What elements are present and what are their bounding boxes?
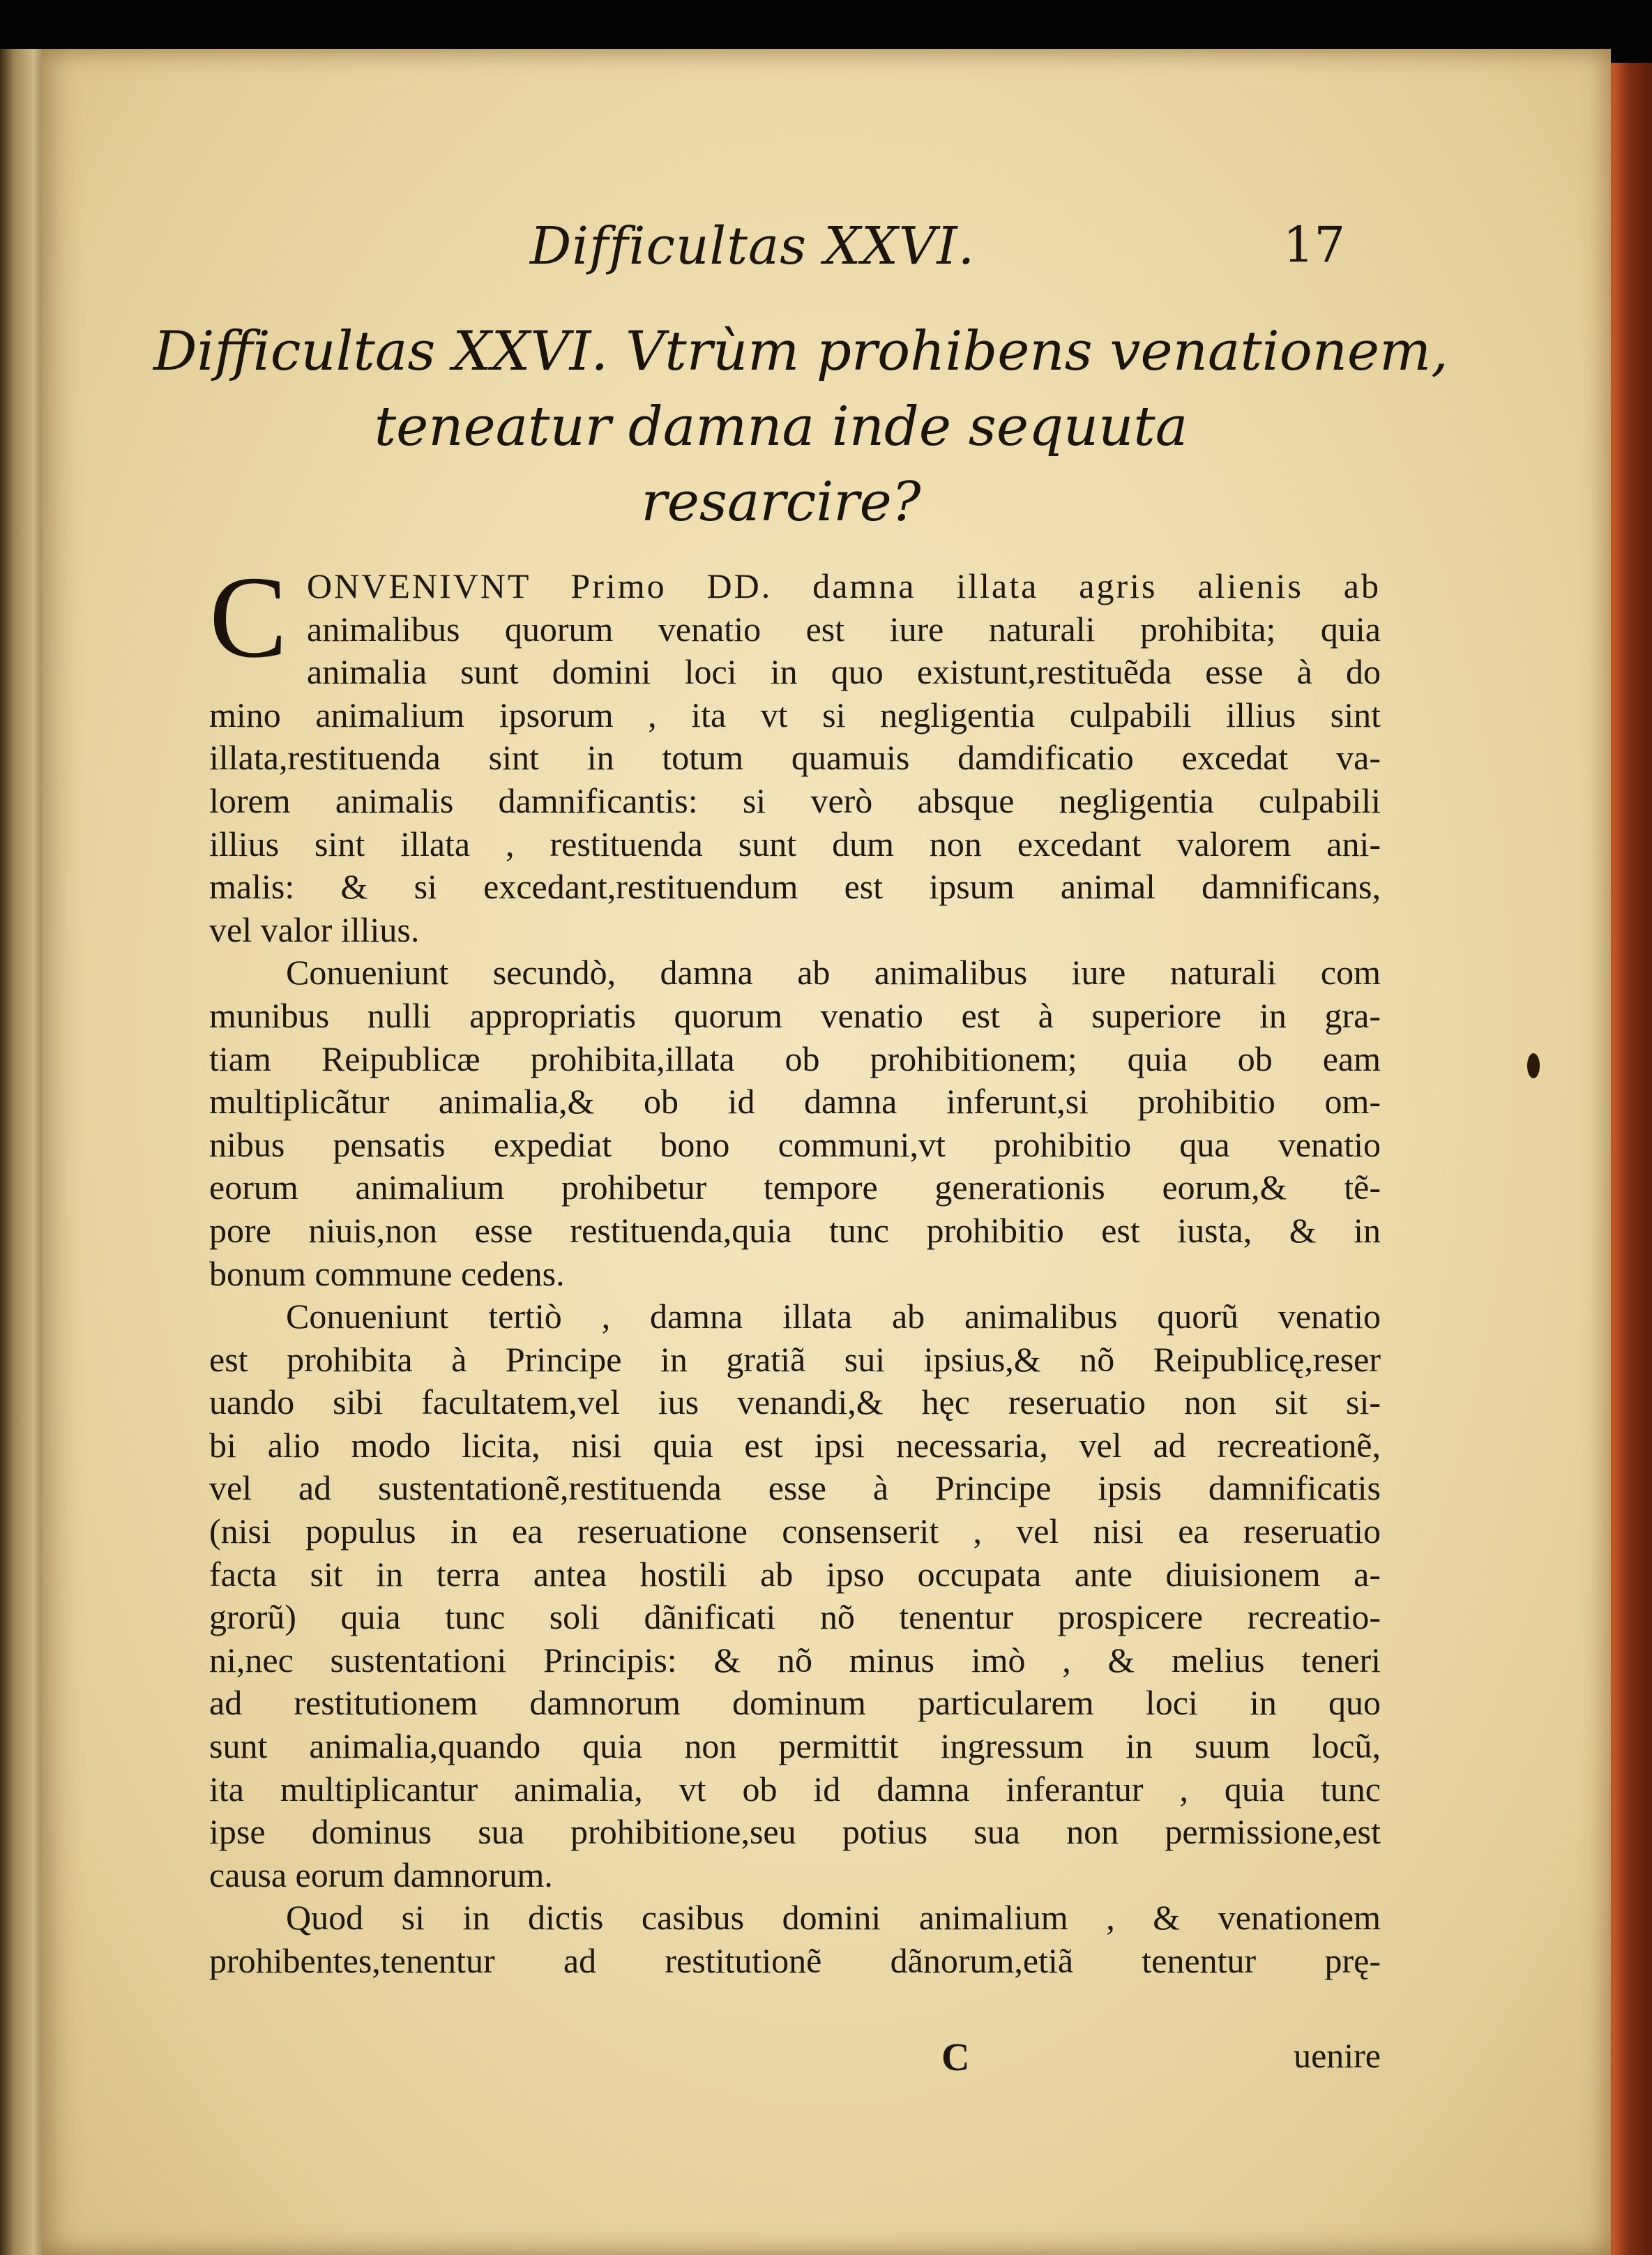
text-line: Conueniunt tertiò , damna illata ab animalibus quorũ venatio: [286, 1297, 1381, 1336]
text-line: ipse dominus sua prohibitione,seu potius sua non permissione,est: [209, 1812, 1381, 1852]
chapter-title-line: resarcire?: [641, 471, 921, 534]
running-title: Difficultas XXVI.: [530, 216, 976, 276]
chapter-title-line: teneatur damna inde sequuta: [374, 395, 1188, 458]
text-line: Quod si in dictis casibus domini animalium , & venationem: [286, 1898, 1381, 1938]
ink-stain: [1527, 1053, 1540, 1078]
text-line: grorũ) quia tunc soli dãnificati nõ tenentur prospicere recreatio-: [209, 1597, 1381, 1637]
chapter-title: [153, 314, 1448, 540]
text-line: illata,restituenda sint in totum quamuis damdificatio excedat va-: [209, 738, 1381, 778]
paragraph-4: [209, 1896, 1381, 1982]
text-line: ita multiplicantur animalia, vt ob id damna inferantur , quia tunc: [209, 1769, 1381, 1809]
text-line: mino animalium ipsorum , ita vt si negligentia culpabili illius sint: [209, 695, 1381, 734]
text-line: uando sibi facultatem,vel ius venandi,& hęc reseruatio non sit si-: [209, 1382, 1381, 1422]
text-line: multiplicãtur animalia,& ob id damna inferunt,si prohibitio om-: [209, 1082, 1381, 1122]
catchword: uenire: [1294, 2036, 1381, 2075]
text-line: munibus nulli appropriatis quorum venatio est à superiore in gra-: [209, 995, 1381, 1035]
text-line: nibus pensatis expediat bono communi,vt prohibitio qua venatio: [209, 1124, 1381, 1164]
text-line: illius sint illata , restituenda sunt dum non excedant valorem ani-: [209, 824, 1381, 863]
text-line: est prohibita à Principe in gratiã sui ipsius,& nõ Reipublicę,reser: [209, 1339, 1381, 1379]
text-line: causa eorum damnorum.: [209, 1855, 553, 1894]
text-line: animalia sunt domini loci in quo existunt,restituẽda esse à do: [307, 652, 1381, 692]
text-line: prohibentes,tenentur ad restitutionẽ dãnorum,etiã tenentur prę-: [209, 1941, 1381, 1980]
book-page: [42, 49, 1611, 2255]
paragraph-1: [209, 552, 1381, 951]
text-line: sunt animalia,quando quia non permittit ingressum in suum locũ,: [209, 1726, 1381, 1766]
text-line: malis: & si excedant,restituendum est ipsum animal damnificans,: [209, 867, 1381, 907]
chapter-title-line: Difficultas XXVI. Vtrùm prohibens venationem,: [153, 320, 1448, 383]
text-line: Conueniunt secundò, damna ab animalibus iure naturali com: [286, 953, 1381, 993]
paragraph-2: [209, 951, 1381, 1295]
text-line: bi alio modo licita, nisi quia est ipsi necessaria, vel ad recreationẽ,: [209, 1425, 1381, 1465]
text-line: facta sit in terra antea hostili ab ipso occupata ante diuisionem a-: [209, 1554, 1381, 1594]
text-line: eorum animalium prohibetur tempore generationis eorum,& tẽ-: [209, 1168, 1381, 1207]
text-line: (nisi populus in ea reseruatione consenserit , vel nisi ea reseruatio: [209, 1511, 1381, 1551]
text-line: ni,nec sustentationi Principis: & nõ minus imò , & melius teneri: [209, 1640, 1381, 1680]
text-line: tiam Reipublicæ prohibita,illata ob prohibitionem; quia ob eam: [209, 1039, 1381, 1078]
text-line: ONVENIVNT Primo DD. damna illata agris alienis ab: [307, 566, 1381, 605]
text-line: pore niuis,non esse restituenda,quia tunc prohibitio est iusta, & in: [209, 1210, 1381, 1250]
text-line: vel ad sustentationẽ,restituenda esse à Principe ipsis damnificatis: [209, 1468, 1381, 1508]
signature-mark: C: [941, 2036, 970, 2079]
drop-cap: C: [209, 552, 288, 682]
running-head: [42, 216, 1611, 276]
body-text: [209, 552, 1381, 1983]
text-line: animalibus quorum venatio est iure naturali prohibita; quia: [307, 609, 1381, 649]
text-line: ad restitutionem damnorum dominum particularem loci in quo: [209, 1683, 1381, 1723]
paragraph-3: [209, 1295, 1381, 1896]
page-footer: [209, 2035, 1381, 2080]
text-line: vel valor illius.: [209, 910, 420, 949]
page-number: 17: [1283, 216, 1346, 273]
text-line: bonum commune cedens.: [209, 1253, 565, 1293]
text-line: lorem animalis damnificantis: si verò absque negligentia culpabili: [209, 780, 1381, 820]
